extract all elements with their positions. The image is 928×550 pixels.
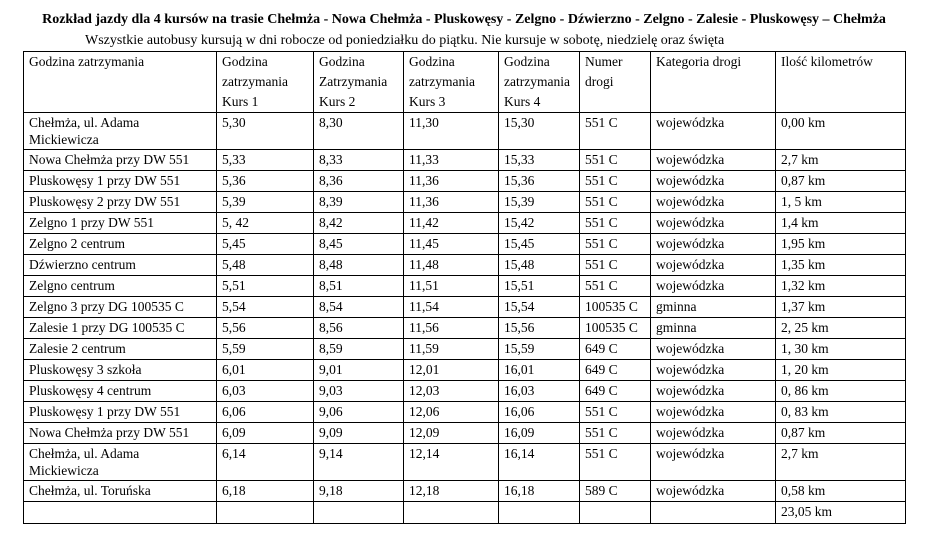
road-category: wojewódzka	[651, 213, 776, 234]
stop-name: Zalesie 2 centrum	[24, 339, 217, 360]
distance: 1,37 km	[776, 297, 906, 318]
course-3-time: 11,54	[404, 297, 499, 318]
course-3-time: 11,56	[404, 318, 499, 339]
table-row	[24, 171, 906, 192]
course-2-time: 9,01	[314, 360, 404, 381]
road-number: 551 C	[580, 255, 651, 276]
course-3-time: 12,18	[404, 481, 499, 502]
distance: 1,35 km	[776, 255, 906, 276]
course-2-time: 8,51	[314, 276, 404, 297]
distance: 1, 5 km	[776, 192, 906, 213]
table-row	[24, 192, 906, 213]
course-2-time: 9,06	[314, 402, 404, 423]
road-number: 551 C	[580, 423, 651, 444]
course-2-time: 9,14	[314, 444, 404, 481]
course-3-time: 11,51	[404, 276, 499, 297]
distance: 2,7 km	[776, 150, 906, 171]
course-2-time: 8,54	[314, 297, 404, 318]
course-1-time: 5,39	[217, 192, 314, 213]
table-row	[24, 150, 906, 171]
road-number: 649 C	[580, 339, 651, 360]
road-number: 551 C	[580, 276, 651, 297]
road-category: wojewódzka	[651, 423, 776, 444]
course-3-time: 12,03	[404, 381, 499, 402]
road-category: wojewódzka	[651, 444, 776, 481]
road-number: 649 C	[580, 381, 651, 402]
course-1-time: 6,06	[217, 402, 314, 423]
course-3-time: 12,01	[404, 360, 499, 381]
course-2-time: 8,36	[314, 171, 404, 192]
table-row	[24, 297, 906, 318]
empty-cell	[314, 502, 404, 524]
road-category: wojewódzka	[651, 481, 776, 502]
stop-name: Pluskowęsy 1 przy DW 551	[24, 171, 217, 192]
table-row	[24, 444, 906, 481]
stop-name: Zelgno 1 przy DW 551	[24, 213, 217, 234]
course-4-time: 16,14	[499, 444, 580, 481]
table-row	[24, 423, 906, 444]
course-1-time: 5,30	[217, 113, 314, 150]
table-row	[24, 255, 906, 276]
course-2-time: 8,56	[314, 318, 404, 339]
page-title: Rozkład jazdy dla 4 kursów na trasie Chełmża - Nowa Chełmża - Pluskowęsy - Zelgno - Dźwierzno - Zelgno - Zalesie - Pluskowęsy – Chełmża	[42, 12, 886, 27]
course-3-time: 11,42	[404, 213, 499, 234]
stop-name: Pluskowęsy 2 przy DW 551	[24, 192, 217, 213]
page-subtitle: Wszystkie autobusy kursują w dni robocze od poniedziałku do piątku. Nie kursuje w sobotę, niedzielę oraz święta	[85, 33, 725, 48]
header-course-1: Godzina zatrzymania Kurs 1	[217, 52, 314, 113]
road-category: wojewódzka	[651, 276, 776, 297]
header-row	[24, 52, 906, 113]
course-1-time: 6,14	[217, 444, 314, 481]
course-2-time: 8,42	[314, 213, 404, 234]
road-number: 100535 C	[580, 318, 651, 339]
course-3-time: 11,30	[404, 113, 499, 150]
course-1-time: 6,09	[217, 423, 314, 444]
distance: 0,00 km	[776, 113, 906, 150]
course-3-time: 11,45	[404, 234, 499, 255]
course-1-time: 5,54	[217, 297, 314, 318]
road-number: 551 C	[580, 444, 651, 481]
table-row	[24, 113, 906, 150]
course-2-time: 9,03	[314, 381, 404, 402]
road-number: 551 C	[580, 213, 651, 234]
course-3-time: 11,36	[404, 192, 499, 213]
table-row	[24, 481, 906, 502]
distance: 1,4 km	[776, 213, 906, 234]
header-road-number: Numer drogi	[580, 52, 651, 113]
table-row	[24, 318, 906, 339]
road-number: 551 C	[580, 402, 651, 423]
course-1-time: 6,18	[217, 481, 314, 502]
course-3-time: 12,09	[404, 423, 499, 444]
course-4-time: 16,18	[499, 481, 580, 502]
course-4-time: 16,03	[499, 381, 580, 402]
stop-name: Zelgno 3 przy DG 100535 C	[24, 297, 217, 318]
empty-cell	[217, 502, 314, 524]
road-category: gminna	[651, 318, 776, 339]
road-category: wojewódzka	[651, 381, 776, 402]
empty-cell	[651, 502, 776, 524]
header-course-3: Godzina zatrzymania Kurs 3	[404, 52, 499, 113]
stop-name: Pluskowęsy 3 szkoła	[24, 360, 217, 381]
course-4-time: 15,42	[499, 213, 580, 234]
course-4-time: 15,54	[499, 297, 580, 318]
table-row	[24, 234, 906, 255]
header-road-category: Kategoria drogi	[651, 52, 776, 113]
road-category: gminna	[651, 297, 776, 318]
stop-name: Nowa Chełmża przy DW 551	[24, 423, 217, 444]
road-number: 551 C	[580, 192, 651, 213]
course-1-time: 5,36	[217, 171, 314, 192]
course-1-time: 5,56	[217, 318, 314, 339]
distance: 0, 83 km	[776, 402, 906, 423]
road-number: 551 C	[580, 113, 651, 150]
distance: 1,32 km	[776, 276, 906, 297]
stop-name: Zalesie 1 przy DG 100535 C	[24, 318, 217, 339]
course-1-time: 5,45	[217, 234, 314, 255]
course-4-time: 15,33	[499, 150, 580, 171]
road-category: wojewódzka	[651, 171, 776, 192]
course-2-time: 8,39	[314, 192, 404, 213]
header-kilometers: Ilość kilometrów	[776, 52, 906, 113]
road-category: wojewódzka	[651, 339, 776, 360]
distance: 0,87 km	[776, 171, 906, 192]
stop-name: Dźwierzno centrum	[24, 255, 217, 276]
course-1-time: 6,03	[217, 381, 314, 402]
course-1-time: 5,51	[217, 276, 314, 297]
course-4-time: 15,45	[499, 234, 580, 255]
course-1-time: 5,33	[217, 150, 314, 171]
stop-name: Nowa Chełmża przy DW 551	[24, 150, 217, 171]
road-category: wojewódzka	[651, 192, 776, 213]
road-category: wojewódzka	[651, 360, 776, 381]
course-1-time: 5,59	[217, 339, 314, 360]
course-4-time: 15,36	[499, 171, 580, 192]
road-category: wojewódzka	[651, 150, 776, 171]
stop-name: Chełmża, ul. Toruńska	[24, 481, 217, 502]
header-course-2: Godzina Zatrzymania Kurs 2	[314, 52, 404, 113]
course-4-time: 16,06	[499, 402, 580, 423]
table-row	[24, 339, 906, 360]
course-2-time: 8,48	[314, 255, 404, 276]
road-number: 100535 C	[580, 297, 651, 318]
empty-cell	[580, 502, 651, 524]
total-row	[24, 502, 906, 524]
table-row	[24, 381, 906, 402]
course-4-time: 16,01	[499, 360, 580, 381]
empty-cell	[404, 502, 499, 524]
road-category: wojewódzka	[651, 113, 776, 150]
road-number: 589 C	[580, 481, 651, 502]
distance: 2, 25 km	[776, 318, 906, 339]
road-category: wojewódzka	[651, 234, 776, 255]
road-number: 551 C	[580, 150, 651, 171]
course-1-time: 5,48	[217, 255, 314, 276]
stop-name: Pluskowęsy 1 przy DW 551	[24, 402, 217, 423]
course-3-time: 11,48	[404, 255, 499, 276]
course-2-time: 9,18	[314, 481, 404, 502]
road-category: wojewódzka	[651, 402, 776, 423]
course-4-time: 15,56	[499, 318, 580, 339]
timetable	[23, 51, 906, 524]
header-course-4: Godzina zatrzymania Kurs 4	[499, 52, 580, 113]
course-3-time: 12,06	[404, 402, 499, 423]
empty-cell	[24, 502, 217, 524]
stop-name: Chełmża, ul. Adama Mickiewicza	[24, 444, 217, 481]
course-1-time: 5, 42	[217, 213, 314, 234]
table-row	[24, 360, 906, 381]
course-1-time: 6,01	[217, 360, 314, 381]
stop-name: Pluskowęsy 4 centrum	[24, 381, 217, 402]
course-2-time: 8,59	[314, 339, 404, 360]
distance: 0,58 km	[776, 481, 906, 502]
distance: 0,87 km	[776, 423, 906, 444]
course-4-time: 15,59	[499, 339, 580, 360]
distance: 1, 20 km	[776, 360, 906, 381]
distance: 1, 30 km	[776, 339, 906, 360]
road-number: 649 C	[580, 360, 651, 381]
stop-name: Zelgno 2 centrum	[24, 234, 217, 255]
course-4-time: 16,09	[499, 423, 580, 444]
course-3-time: 12,14	[404, 444, 499, 481]
course-2-time: 8,33	[314, 150, 404, 171]
course-3-time: 11,33	[404, 150, 499, 171]
table-row	[24, 276, 906, 297]
course-2-time: 8,30	[314, 113, 404, 150]
course-3-time: 11,59	[404, 339, 499, 360]
table-row	[24, 402, 906, 423]
road-category: wojewódzka	[651, 255, 776, 276]
empty-cell	[499, 502, 580, 524]
distance: 0, 86 km	[776, 381, 906, 402]
distance: 1,95 km	[776, 234, 906, 255]
total-distance: 23,05 km	[776, 502, 906, 524]
distance: 2,7 km	[776, 444, 906, 481]
course-2-time: 9,09	[314, 423, 404, 444]
course-2-time: 8,45	[314, 234, 404, 255]
course-3-time: 11,36	[404, 171, 499, 192]
header-stop: Godzina zatrzymania	[24, 52, 217, 113]
road-number: 551 C	[580, 171, 651, 192]
course-4-time: 15,39	[499, 192, 580, 213]
course-4-time: 15,51	[499, 276, 580, 297]
course-4-time: 15,30	[499, 113, 580, 150]
table-row	[24, 213, 906, 234]
course-4-time: 15,48	[499, 255, 580, 276]
stop-name: Zelgno centrum	[24, 276, 217, 297]
stop-name: Chełmża, ul. Adama Mickiewicza	[24, 113, 217, 150]
road-number: 551 C	[580, 234, 651, 255]
